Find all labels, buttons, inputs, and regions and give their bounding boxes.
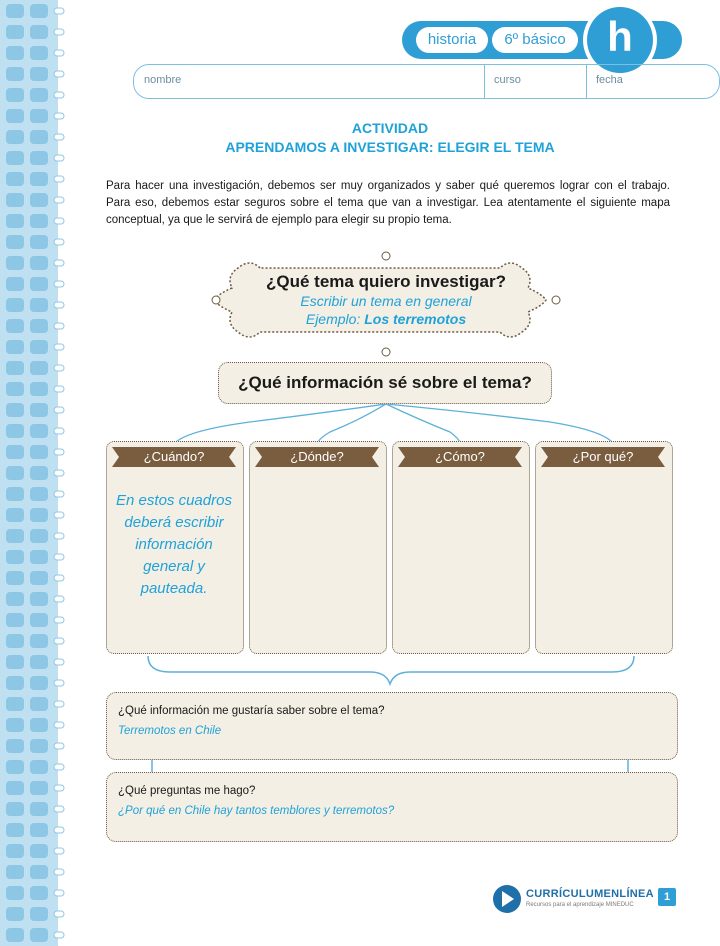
activity-subtitle: APRENDAMOS A INVESTIGAR: ELEGIR EL TEMA — [225, 139, 555, 155]
play-arrow-icon — [492, 884, 522, 914]
column-header-how: ¿Cómo? — [435, 449, 485, 464]
ribbon-why — [541, 447, 665, 467]
want-answer: Terremotos en Chile — [118, 725, 222, 737]
intro-paragraph: Para hacer una investigación, debemos ser muy organizados y saber qué queremos lograr con el trabajo. Para eso, debemos estar seguros sobre el tema que van a investigar. Lea atentamente el siguiente mapa conceptual, ya que le servirá de ejemplo para elegir su propio tema. — [106, 180, 670, 226]
ribbon-when — [112, 447, 236, 467]
course-field-label: curso — [494, 74, 521, 86]
date-field-label: fecha — [596, 74, 623, 86]
want-question: ¿Qué información me gustaría saber sobre el tema? — [118, 705, 385, 717]
logo-brand: CURRÍCULUMENLÍNEA — [526, 888, 654, 900]
activity-title: ACTIVIDAD — [351, 120, 429, 136]
topic-hint: Escribir un tema en general — [300, 293, 472, 309]
page-number: 1 — [658, 888, 676, 906]
ribbon-how — [398, 447, 522, 467]
logo-subtitle: Recursos para el aprendizaje MINEDUC — [526, 902, 634, 908]
topic-example-value: Los terremotos — [364, 311, 467, 327]
column-header-when: ¿Cuándo? — [143, 449, 205, 464]
column-when-example: En estos cuadros deberá escribir información general y pauteada. — [116, 492, 232, 597]
info-question: ¿Qué información sé sobre el tema? — [238, 373, 532, 392]
subject-tag[interactable]: historia — [416, 27, 488, 53]
ask-answer: ¿Por qué en Chile hay tantos temblores y terremotos? — [118, 805, 395, 817]
ask-question: ¿Qué preguntas me hago? — [118, 785, 256, 797]
topic-question: ¿Qué tema quiero investigar? — [266, 272, 506, 291]
questions-box[interactable] — [106, 772, 678, 842]
column-header-where: ¿Dónde? — [290, 449, 344, 464]
grade-tag[interactable]: 6º básico — [492, 27, 578, 53]
topic-example-label: Ejemplo: — [305, 311, 361, 327]
subject-logo: h — [587, 7, 653, 73]
column-header-why: ¿Por qué? — [572, 449, 634, 464]
name-field-label: nombre — [144, 74, 182, 86]
want-to-know-box[interactable] — [106, 692, 678, 760]
ribbon-where — [255, 447, 379, 467]
